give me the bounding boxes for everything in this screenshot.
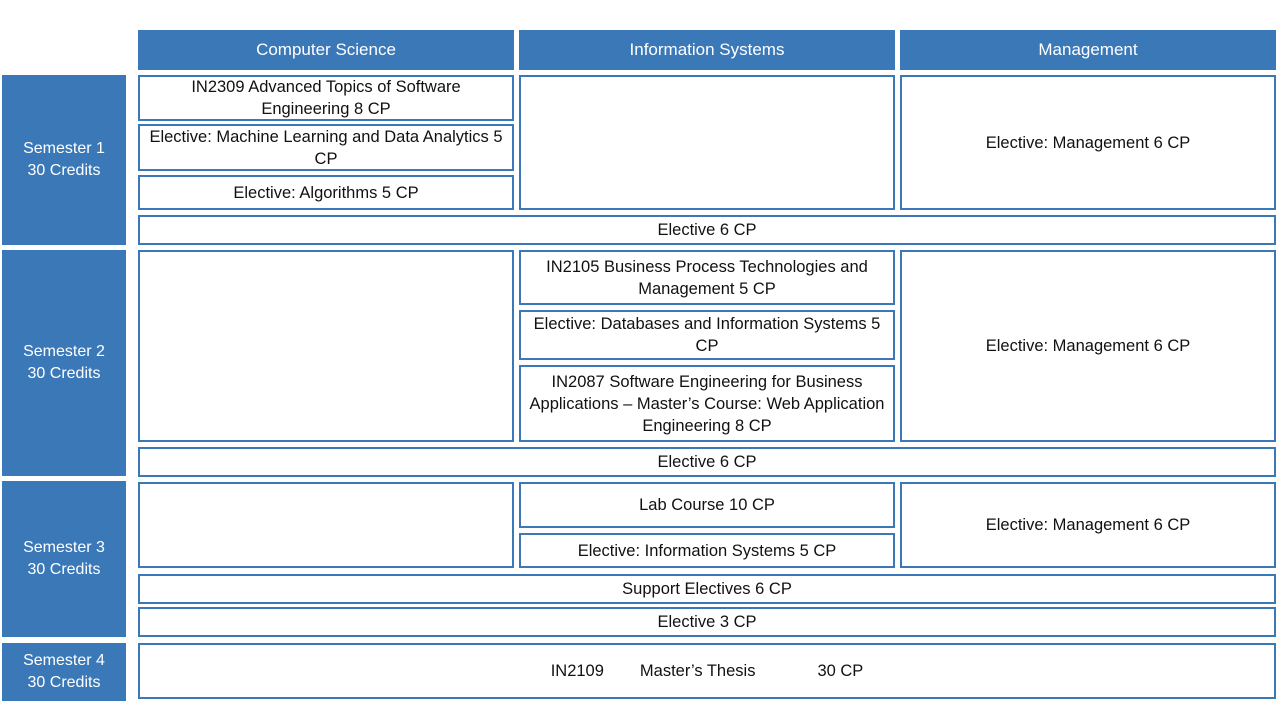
s2-is-business-process: IN2105 Business Process Technologies and Management 5 CP (519, 250, 895, 305)
semester-4-credits: 30 Credits (27, 674, 101, 691)
s3-is-lab-course: Lab Course 10 CP (519, 482, 895, 528)
header-management: Management (900, 30, 1276, 70)
s3-cs-empty (138, 482, 514, 568)
semester-1-credits: 30 Credits (27, 162, 101, 179)
thesis-code: IN2109 (550, 662, 604, 680)
s3-support-electives: Support Electives 6 CP (138, 574, 1276, 604)
s2-management-elective: Elective: Management 6 CP (900, 250, 1276, 442)
semester-2-credits: 30 Credits (27, 365, 101, 382)
s1-cs-machine-learning: Elective: Machine Learning and Data Analytics 5 CP (138, 124, 514, 171)
semester-1-label (2, 75, 126, 245)
s2-cs-empty (138, 250, 514, 442)
s2-elective: Elective 6 CP (138, 447, 1276, 477)
thesis-title: Master’s Thesis (639, 662, 756, 680)
s2-is-software-engineering: IN2087 Software Engineering for Business Applications – Master’s Course: Web Application Engineering 8 CP (519, 365, 895, 442)
thesis-credits: 30 CP (817, 662, 864, 680)
semester-4-label (2, 643, 126, 701)
s3-elective: Elective 3 CP (138, 607, 1276, 637)
semester-3-credits: 30 Credits (27, 561, 101, 578)
s1-management-elective: Elective: Management 6 CP (900, 75, 1276, 210)
s1-cs-algorithms: Elective: Algorithms 5 CP (138, 175, 514, 210)
s1-cs-advanced-topics: IN2309 Advanced Topics of Software Engineering 8 CP (138, 75, 514, 121)
semester-2-title: Semester 2 (23, 343, 105, 360)
semester-3-title: Semester 3 (23, 539, 105, 556)
semester-3-label (2, 481, 126, 637)
header-computer-science: Computer Science (138, 30, 514, 70)
semester-1-title: Semester 1 (23, 140, 105, 157)
s2-is-databases: Elective: Databases and Information Systems 5 CP (519, 310, 895, 360)
s1-is-empty (519, 75, 895, 210)
s3-management-elective: Elective: Management 6 CP (900, 482, 1276, 568)
s1-elective: Elective 6 CP (138, 215, 1276, 245)
semester-4-title: Semester 4 (23, 652, 105, 669)
header-information-systems: Information Systems (519, 30, 895, 70)
s3-is-elective-information-systems: Elective: Information Systems 5 CP (519, 533, 895, 568)
semester-2-label (2, 250, 126, 476)
s4-masters-thesis (138, 643, 1276, 699)
